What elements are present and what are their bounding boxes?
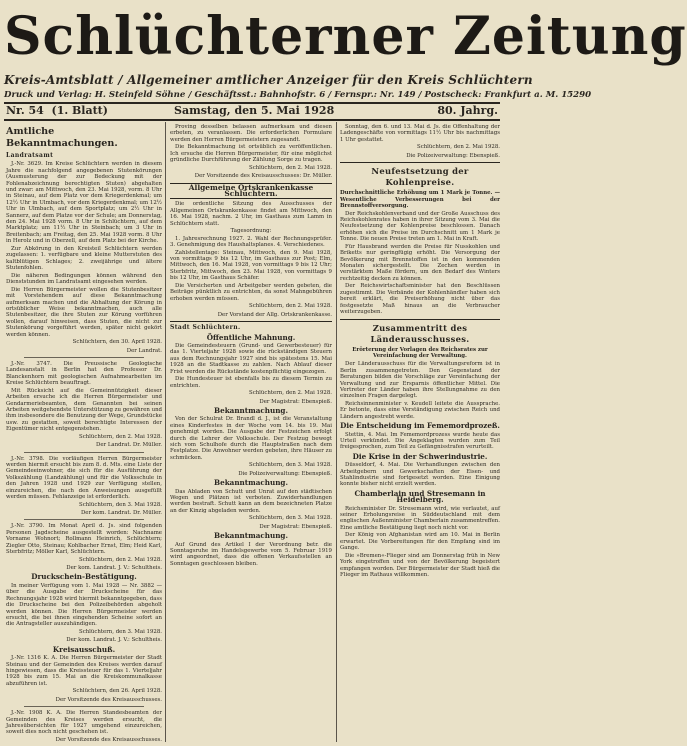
city-heading: Stadt Schlüchtern. (170, 324, 241, 332)
notice-paragraph: Die Herren Bürgermeister wollen die Stutenbesitzer mit Vorstehendem auf diese Bekanntmachung aufmerksam machen und die Abhaltung der Körung in ortsüblicher Weise bekanntmachen, auch alle Stutenbesitzer, die ihre Stuten zur Körung vorführen wollen, darauf hinweisen, dass Stuten, die nicht zur Stutenkörung vorgeführt werden, später nicht gekört werden können. (6, 286, 162, 338)
article-paragraph: Der Reichskohlenverband und der Große Ausschuss des Reichskohlenrates haben in ihrer Sitzung vom 3. Mai die Neufestsetzung der Kohlenpreise beschlossen. Danach erhöhen sich die Preise im Durchschnitt um 1 Mark je Tonne. Die neuen Preise treten am 1. Mai in Kraft. (340, 210, 500, 243)
column-2 (170, 124, 332, 744)
notice-date: Schlüchtern, den 2. Mai 1928. (417, 144, 500, 151)
notice-paragraph: Zur Abkörung in den Kreisteil Schlüchtern werden zugelassen: 1. verfügbare und kleine Mutterstuten des kaltblütigen Schlages; 2. zweijährige und ältere Stutenfohlen. (6, 245, 162, 272)
district-office-subhead: Landratsamt (6, 152, 54, 159)
notice-date: Schlüchtern, den 3. Mai 1928. (79, 501, 162, 508)
notice-date: Schlüchtern, den 3. Mai 1928. (249, 462, 332, 469)
notice-paragraph: Proving desselben belassen aufmerksam und diesen erbeten, zu veranlassen. Die erforderlichen Formulare werden den Herren Bürgermeistern zugesandt. (170, 124, 332, 143)
notice-signature: Der Magistrat: Ebenspieß. (259, 398, 332, 405)
notice-paragraph: In meiner Verfügung vom 1. Mai 1928 — Nr. 3882 — über die Ausgabe der Druckscheine für das Rechnungsjahr 1928 wird hiermit bekanntgegeben, dass die Druckscheine bei den Polizeibehörden abgeholt werden können. Die Herren Bürgermeister werden ersucht, die bei ihnen eingehenden Scheine sofort an die Antragsteller auszuhändigen. (6, 582, 162, 628)
notice-paragraph: Die Versicherten und Arbeitgeber werden gebeten, die Beiträge pünktlich zu entrichten, da sonst Mahngebühren erhoben werden müssen. (170, 282, 332, 302)
issue-number (6, 104, 108, 118)
print-certificate-subhead: Druckschein-Bestätigung. (31, 572, 137, 582)
issue-number-value: Nr. 54 (6, 104, 44, 117)
notice-date: Schlüchtern, den 2. Mai 1928. (249, 164, 332, 171)
health-insurance-heading: Allgemeine Ortskrankenkasse Schlüchtern. (170, 183, 332, 200)
masthead-subtitle: Kreis-Amtsblatt / Allgemeiner amtlicher Anzeiger für den Kreis Schlüchtern (4, 73, 533, 87)
notice-signature: Der kom. Landrat. J. V.: Schultheis. (66, 565, 162, 572)
notice-paragraph: J.-Nr. 1908 K. A. Die Herren Standesbeamten der Gemeinden des Kreises werden ersucht, die Jahresübersichten für 1927 umgehend einzureichen, soweit dies noch nicht geschehen ist. (6, 710, 162, 736)
issue-volume: 80. Jahrg. (437, 104, 498, 117)
article-paragraph: Der Länderausschuss für die Verwaltungsreform ist in Berlin zusammengetreten. Den Gegenstand der Beratungen bilden die Vorschläge zur Vereinfachung der Verwaltung und zur Ersparnis öffentlicher Mittel. Die Vertreter der Länder haben ihre Stellungnahme zu den einzelnen Fragen dargelegt. (340, 361, 500, 400)
section-divider (170, 321, 332, 322)
article-paragraph: Düsseldorf, 4. Mai. Die Verhandlungen zwischen den Arbeitgebern und Gewerkschaften der Eisen- und Stahlindustrie sind fortgesetzt worden. Eine Einigung konnte bisher nicht erzielt werden. (340, 462, 500, 488)
notice-paragraph: Sonntag, den 6. und 13. Mai d. Js. die Offenhaltung der Ladengeschäfte von vormittags 11½ Uhr bis nachmittags 1 Uhr gestattet. (340, 124, 500, 143)
notice-date: Schlüchtern, den 2. Mai 1928. (79, 556, 162, 563)
coal-prices-heading: Neufestsetzung der Kohlenpreise. (371, 166, 469, 188)
notice-paragraph: Zahlstellentage: Steinau, Mittwoch, den 9. Mai 1928, von vormittags 9 bis 12 Uhr, im Gasthaus zur Post; Elm, Mittwoch, den 16. Mai 1928, von vormittags 9 bis 12 Uhr; Sterbfritz, Mittwoch, den 23. Mai 1928, von vormittags 9 bis 12 Uhr, im Gasthaus Schäfer. (170, 249, 332, 282)
column-3 (340, 124, 500, 744)
announcement-subhead: Bekanntmachung. (214, 478, 288, 488)
notice-paragraph: 1. Jahresrechnung 1927. 2. Wahl der Rechnungsprüfer. 3. Genehmigung des Haushaltsplanes. 4. Verschiedenes. (170, 235, 332, 249)
article-paragraph: Der König von Afghanistan wird am 10. Mai in Berlin erwartet. Die Vorbereitungen für den Empfang sind im Gange. (340, 532, 500, 552)
notice-paragraph: Von der Schulrat Dr. Brandl d. J., ist die Veranstaltung eines Kinderfestes in der Woche vom 14. bis 19. Mai genehmigt worden. Die Ausgabe der Festzeichen erfolgt durch die Lehrer der Volksschule. Der Festzug bewegt sich vom Schulhofe durch die Hauptstraßen nach dem Festplatze. Die Anwohner werden gebeten, ihre Häuser zu schmücken. (170, 416, 332, 461)
notice-paragraph: Die Bekanntmachung ist ortsüblich zu veröffentlichen. Ich ersuche die Herren Bürgermeister, für eine möglichst gründliche Durchführung der Zählung Sorge zu tragen. (170, 144, 332, 164)
notice-signature: Die Polizeiverwaltung: Ebenspieß. (406, 152, 500, 159)
notice-signature: Der Vorsitzende des Kreisausschusses: Dr. Müller. (194, 173, 332, 180)
section-divider (340, 319, 500, 320)
notice-paragraph: Die ordentliche Sitzung des Ausschusses der Allgemeinen Ortskrankenkasse findet am Mittwoch, den 16. Mai 1928, nachm. 2 Uhr, im Gasthaus zum Lamm in Schlüchtern statt. (170, 201, 332, 227)
masthead (4, 0, 687, 116)
notice-signature: Der Landrat. (126, 347, 162, 354)
issue-date: Samstag, den 5. Mai 1928 (174, 104, 335, 117)
notice-paragraph: Das Abladen von Schutt und Unrat auf den städtischen Wegen und Plätzen ist verboten. Zuwiderhandlungen werden bestraft. Schutt kann an dem bezeichneten Platze an der Kinzig abgeladen werden. (170, 488, 332, 514)
notice-date: Schlüchtern, den 2. Mai 1928. (79, 433, 162, 440)
notice-date: Schlüchtern, den 3. Mai 1928. (79, 628, 162, 635)
section-divider (340, 162, 500, 163)
notice-date: Schlüchtern, den 30. April 1928. (72, 339, 162, 346)
notice-divider (24, 452, 144, 453)
column-1 (6, 124, 162, 744)
notice-paragraph: Mit Rücksicht auf die Gemeinnützigkeit dieser Arbeiten ersuche ich die Herren Bürgermeister und Gendarmeriebeamten, dem Genannten bei seinen Arbeiten weitgehendste Unterstützung zu gewähren und ihm insbesondere die Benutzung der Wege, Grundstücke usw. zu gestatten, soweit berechtigte Interessen der Eigentümer nicht entgegenstehen. (6, 387, 162, 433)
article-heading: Die Entscheidung im Fememordprozeß. (340, 421, 500, 431)
notice-date: Schlüchtern, den 26. April 1928. (72, 688, 162, 695)
announcement-subhead: Bekanntmachung. (214, 531, 288, 541)
official-notices-heading: Amtliche Bekanntmachungen. (6, 126, 118, 149)
states-committee-heading: Zusammentritt des Länderausschusses. (370, 322, 470, 344)
newspaper-title: Schlüchterner Zeitung (4, 6, 687, 67)
public-reminder-subhead: Öffentliche Mahnung. (206, 332, 296, 342)
notice-paragraph: Die näheren Bedingungen können während den Dienststunden im Landratsamt eingesehen werden. (6, 272, 162, 286)
column-divider-2 (336, 122, 337, 742)
notice-signature: Der kom. Landrat. Dr. Müller. (80, 510, 162, 517)
article-heading: Die Krise in der Schwerindustrie. (352, 451, 488, 461)
article-paragraph: Stettin, 4. Mai. Im Fememordprozess wurde heute das Urteil verkündet. Die Angeklagten wurden zum Teil freigesprochen, zum Teil zu Gefängnisstrafen verurteilt. (340, 431, 500, 451)
masthead-rule-bottom (4, 119, 500, 121)
notice-signature: Der Magistrat: Ebenspieß. (259, 523, 332, 530)
notice-paragraph: Die Gemeindesteuern (Grund- und Gewerbesteuer) für das 1. Vierteljahr 1928 sowie die rückständigen Steuern aus dem Rechnungsjahr 1927 sind bis spätestens 15. Mai 1928 an die Stadtkasse zu zahlen. Nach Ablauf dieser Frist werden die Rückstände kostenpflichtig eingezogen. (170, 342, 332, 375)
notice-date: Schlüchtern, den 2. Mai 1928. (249, 390, 332, 397)
notice-divider (24, 519, 144, 520)
notice-signature: Der kom. Landrat. J. V.: Schultheis. (66, 637, 162, 644)
notice-divider (24, 706, 144, 707)
masthead-publisher-line: Druck und Verlag: H. Steinfeld Söhne / Geschäftsst.: Bahnhofstr. 6 / Fernspr.: Nr. 149 / Postscheck: Frankfurt a. M. 15290 (4, 90, 592, 100)
notice-paragraph: J.-Nr. 3629. Im Kreise Schlüchtern werden in diesem Jahre die nachfolgend angegebenen Stutenkörungen (Ausmusterung der zur Bedeckung mit der Fohlenabzeichnung berechtigten Stuten) abgehalten und zwar: am Mittwoch, den 23. Mai 1928, vorm. 8 Uhr in Steinau, auf dem Platz vor dem Kriegerdenkmal; um 12½ Uhr in Ulmbach, vor dem Kriegerdenkmal; um 12½ Uhr in Ulmbach, auf dem Sportplatz; um 2½ Uhr in Sannerz, auf dem Platze vor der Schule; am Donnerstag, den 24. Mai 1928 vorm. 8 Uhr in Schlüchtern, auf dem Marktplatz; um 11½ Uhr in Steinbach; um 3 Uhr in Breitenbach; am Freitag, den 25. Mai 1928 vorm. 8 Uhr in Herolz und in Oberzell, auf dem Platz bei der Kirche. (6, 161, 162, 245)
states-committee-subhead: Erörterung der Vorlagen des Reichsrates zur Vereinfachung der Verwaltung. (352, 346, 488, 359)
notice-signature: Der Landrat. Dr. Müller. (96, 442, 162, 449)
notice-paragraph: Auf Grund des Artikel I der Verordnung betr. die Sonntagsruhe im Handelsgewerbe vom 5. Februar 1919 wird angeordnet, dass die offenen Verkaufsstellen an Sonntagen geschlossen bleiben. (170, 541, 332, 567)
notice-date: Schlüchtern, den 3. Mai 1928. (249, 515, 332, 522)
notice-divider (24, 357, 144, 358)
article-paragraph: Der Reichswirtschaftsminister hat den Beschlüssen zugestimmt. Die Verbände der Kohlenhändler haben sich bereit erklärt, die Preiserhöhung nicht über das festgesetzte Maß hinaus an die Verbraucher weiterzugeben. (340, 283, 500, 316)
article-paragraph: Reichsminister Dr. Stresemann wird, wie verlautet, auf seiner Erholungsreise in Süddeutschland mit dem englischen Außenminister Chamberlain zusammentreffen. Eine amtliche Bestätigung liegt noch nicht vor. (340, 505, 500, 531)
coal-prices-lead: Durchschnittliche Erhöhung um 1 Mark je Tonne. — Wesentliche Verbesserungen bei der Brennstoffversorgung. (340, 190, 500, 210)
notice-signature: Der Vorstand der Allg. Ortskrankenkasse. (217, 311, 332, 318)
notice-paragraph: J.-Nr. 1316 K. A. Die Herren Bürgermeister der Stadt Steinau und der Gemeinden des Kreises werden darauf hingewiesen, dass die Kreissteuer für das 1. Vierteljahr 1928 bis zum 15. Mai an die Kreiskommunalkasse abzuführen ist. (6, 655, 162, 687)
issue-line (4, 104, 500, 118)
notice-paragraph: J.-Nr. 3798. Die vorläufigen Herren Bürgermeister werden hiermit ersucht bis zum 8. d. Mts. eine Liste der Gemeindeeinwohner, die sich für die Ausführung der Volkszählung (Landzählung) und für die Volksschule in den Jahren 1928 und 1929 zur Verfügung stellen, einzureichen, die nach den Anweisungen ausgefüllt werden müssen. Fehlanzeige ist erforderlich. (6, 455, 162, 501)
issue-sheet: (1. Blatt) (51, 104, 108, 117)
notice-signature: Die Polizeiverwaltung: Ebenspieß. (238, 470, 332, 477)
district-committee-subhead: Kreisausschuß. (52, 644, 116, 654)
notice-signature: Der Vorsitzende des Kreisausschusses. (55, 736, 162, 743)
column-divider-1 (165, 122, 166, 742)
notice-signature: Der Vorsitzende des Kreisausschusses. (55, 696, 162, 703)
agenda-label: Tagesordnung: (230, 228, 272, 235)
article-paragraph: Reichsinnenminister v. Keudell leitete die Aussprache. Er betonte, dass eine Verständigung zwischen Reich und Ländern angestrebt werde. (340, 400, 500, 420)
notice-paragraph: J.-Nr. 3747. Die Preussische Geologische Landesanstalt in Berlin hat den Professor Dr. Blanckenhorn mit geologischen Aufnahmearbeiten im Kreise Schlüchtern beauftragt. (6, 360, 162, 387)
notice-paragraph: J.-Nr. 3790. Im Monat April d. Js. sind folgenden Personen Jagdscheine ausgestellt worden: Nachname Vorname Wohnort; Rollmann Heinrich, Schlüchtern; Ziegler Otto, Steinau; Kohlbacher Ernst, Elm; Heid Karl, Sterbfritz; Möller Karl, Schlüchtern. (6, 523, 162, 556)
article-paragraph: Für Hausbrand werden die Preise für Nusskohlen und Briketts nur geringfügig erhöht. Die Versorgung der Bevölkerung mit Brennstoffen ist in den kommenden Monaten sichergestellt. Die Zechen werden in verstärktem Maße fördern, um den Bedarf des Winters rechtzeitig decken zu können. (340, 243, 500, 282)
article-heading: Chamberlain und Stresemann in Heidelberg. (354, 488, 486, 505)
announcement-subhead: Bekanntmachung. (214, 405, 288, 415)
notice-paragraph: Die Hundesteuer ist ebenfalls bis zu diesem Termin zu entrichten. (170, 376, 332, 389)
article-paragraph: Die »Bremen«-Flieger sind am Donnerstag früh in New York eingetroffen und von der Bevölkerung begeistert empfangen worden. Der Bürgermeister der Stadt hieß die Flieger im Rathaus willkommen. (340, 552, 500, 579)
notice-date: Schlüchtern, den 2. Mai 1928. (249, 303, 332, 310)
